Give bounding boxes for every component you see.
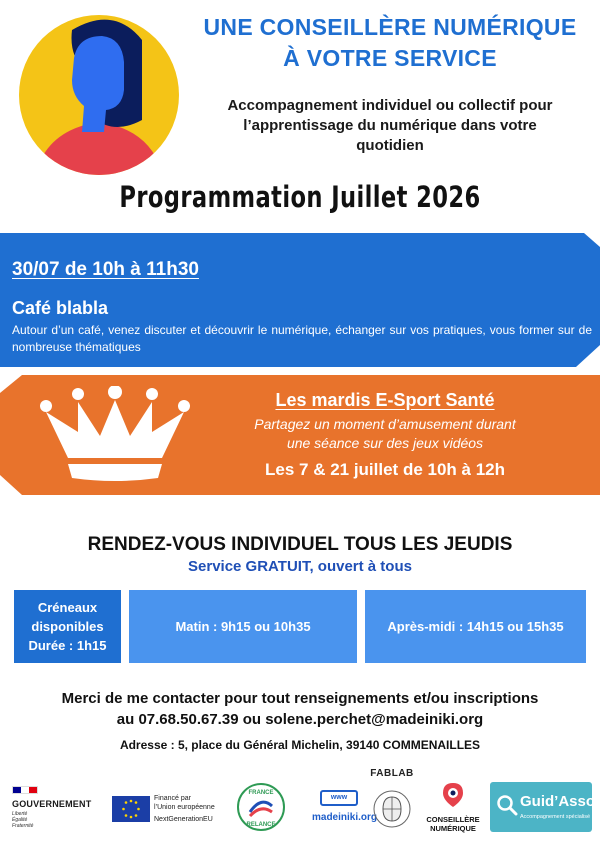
address: Adresse : 5, place du Général Michelin, 39140 COMMENAILLES [119, 738, 481, 752]
marianne-flag-icon [12, 786, 38, 794]
svg-text:RELANCE: RELANCE [246, 822, 276, 828]
headline-line-1: UNE CONSEILLÈRE NUMÉRIQUE [203, 14, 577, 40]
intro-line-3: quotidien [356, 137, 424, 154]
contact-line-1: Merci de me contacter pour tout renseignements et/ou inscriptions [61, 690, 539, 707]
avatar-illustration [14, 10, 184, 180]
eu-line-1: Financé par [154, 795, 191, 802]
intro-line-2: l’apprentissage du numérique dans votre [243, 117, 537, 134]
eu-logo [112, 794, 234, 828]
eu-flag-icon [112, 796, 150, 822]
motto-liberte: Liberté [12, 811, 28, 817]
gouvernement-name: GOUVERNEMENT [12, 799, 92, 809]
esport-desc-line-2: une séance sur des jeux vidéos [286, 435, 484, 451]
slots-label-line-1: Créneaux [37, 600, 98, 615]
motto-egalite: Égalité [12, 817, 28, 823]
conseillere-line-2: NUMÉRIQUE [430, 824, 476, 833]
esport-description [210, 415, 560, 453]
guid-asso-name: Guid’Asso [520, 793, 596, 810]
magnifier-icon [496, 794, 518, 816]
partner-logos [0, 768, 600, 849]
conseillere-text [418, 815, 488, 833]
conseillere-line-1: CONSEILLÈRE [426, 815, 480, 824]
svg-text:FRANCE: FRANCE [248, 790, 274, 796]
rdv-title: RENDEZ-VOUS INDIVIDUEL TOUS LES JEUDIS [87, 534, 513, 555]
guid-asso-logo [490, 782, 596, 832]
contact-text [0, 688, 600, 730]
eu-line-3: NextGenerationEU [154, 816, 213, 823]
crown-icon [38, 386, 192, 482]
www-icon: www [320, 790, 358, 806]
esport-title: Les mardis E-Sport Santé [275, 390, 495, 410]
afternoon-slot-text: Après-midi : 14h15 ou 15h35 [387, 619, 564, 634]
fablab-emblem-icon [368, 779, 416, 835]
intro-text [185, 96, 595, 156]
program-title: Programmation Juillet 2026 [119, 180, 481, 214]
afternoon-slot-box [365, 590, 586, 663]
intro-line-1: Accompagnement individuel ou collectif pour [227, 97, 553, 114]
madeiniki-logo [312, 790, 378, 834]
madeiniki-name: madeiniki.org [312, 812, 378, 823]
slots-label-line-2: disponibles [31, 619, 104, 634]
rdv-subtitle: Service GRATUIT, ouvert à tous [188, 558, 412, 575]
france-relance-logo [236, 782, 286, 832]
gouvernement-motto [12, 811, 108, 829]
morning-slot-text: Matin : 9h15 ou 10h35 [175, 619, 311, 634]
slots-label-box [14, 590, 121, 663]
location-pin-icon [442, 782, 464, 808]
eu-line-2: l’Union européenne [154, 804, 215, 811]
guid-asso-subtitle: Accompagnement spécialisé [520, 814, 591, 820]
esport-dates: Les 7 & 21 juillet de 10h à 12h [265, 460, 505, 479]
gouvernement-logo [12, 786, 108, 846]
motto-fraternite: Fraternité [12, 823, 34, 829]
morning-slot-box [129, 590, 357, 663]
headline [185, 12, 595, 74]
fablab-name: FABLAB [370, 768, 414, 779]
conseillere-numerique-logo [418, 782, 488, 842]
cafe-name: Café blabla [12, 298, 109, 318]
cafe-description: Autour d’un café, venez discuter et découvrir le numérique, échanger sur vos pratiques, vous former sur de nombreuse thématiques [12, 323, 592, 354]
headline-line-2: À VOTRE SERVICE [283, 45, 497, 71]
esport-desc-line-1: Partagez un moment d’amusement durant [254, 416, 516, 432]
cafe-date: 30/07 de 10h à 11h30 [12, 259, 199, 280]
eu-text [154, 794, 215, 824]
slots-label-line-3: Durée : 1h15 [28, 638, 107, 653]
contact-line-2[interactable]: au 07.68.50.67.39 ou solene.perchet@madeiniki.org [116, 711, 484, 728]
fablab-logo [368, 768, 416, 843]
